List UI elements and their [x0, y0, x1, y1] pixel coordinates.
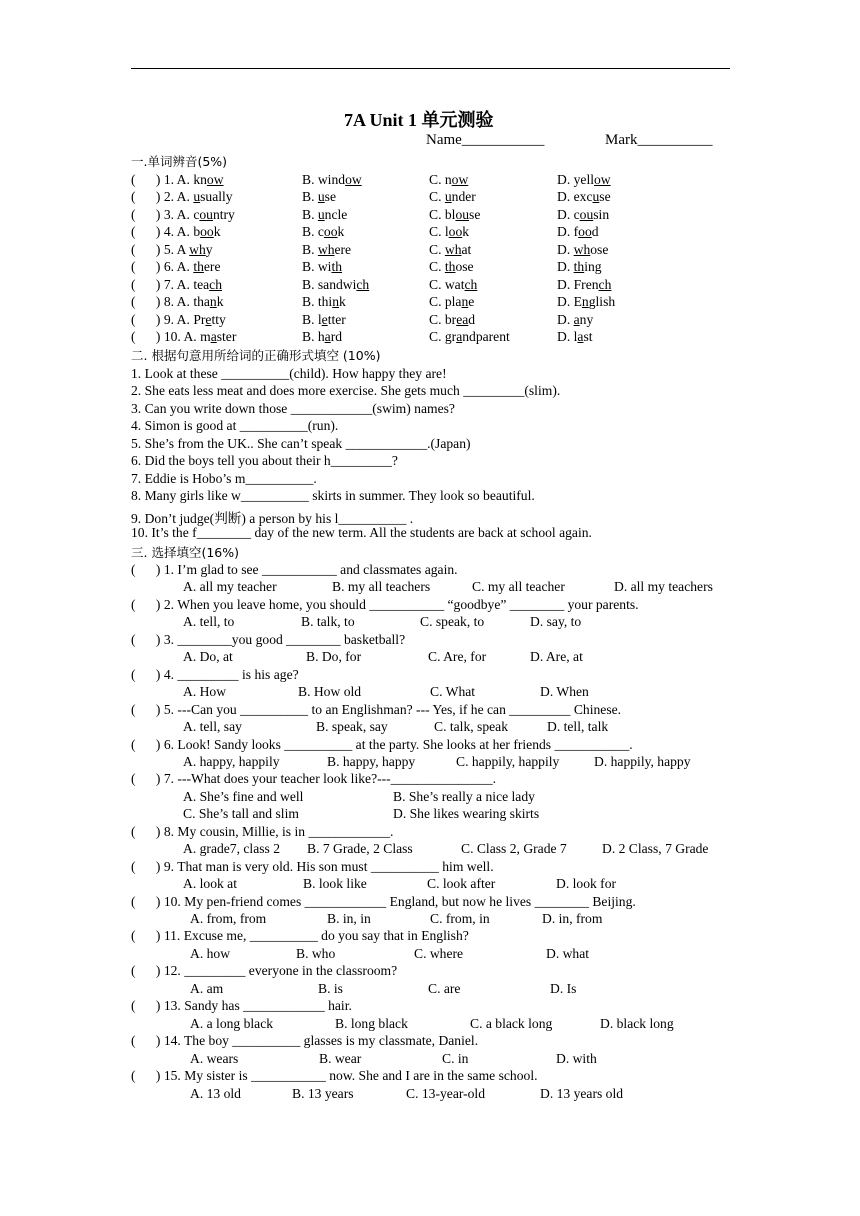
underlined-letters: th	[444, 259, 456, 275]
mc-option: D. Is	[550, 980, 577, 996]
mc-option: C. where	[414, 945, 464, 961]
underlined-letters: a	[324, 329, 331, 345]
mc-option: C. speak, to	[420, 614, 485, 630]
underlined-letters: wh	[317, 241, 335, 257]
mc-option: A. happy, happily	[183, 753, 280, 769]
word-part: C. bl	[429, 206, 456, 222]
word-part: tea	[193, 276, 210, 292]
mc-option: B. speak, say	[316, 719, 388, 735]
option-d	[557, 242, 608, 258]
mc-option: B. who	[296, 945, 336, 961]
underlined-letters: a	[456, 329, 463, 345]
mc-option: A. tell, to	[183, 614, 235, 630]
fill-in-item: 3. Can you write down those ____________(swim) names?	[131, 400, 455, 416]
section-heading-3: 三. 选择填空(16%)	[131, 545, 239, 560]
mc-question: ( ) 10. My pen-friend comes ____________ England, but now he lives ________ Beijing.	[131, 893, 636, 909]
option-a	[200, 329, 236, 344]
word-part: sually	[200, 189, 233, 205]
option-c	[429, 329, 510, 345]
underlined-letters: ou	[455, 206, 470, 222]
underlined-letters: th	[193, 259, 204, 275]
mc-option: C. She’s tall and slim	[183, 806, 299, 822]
option-b	[302, 277, 369, 293]
mc-option: A. all my teacher	[183, 579, 277, 595]
option-d	[557, 312, 593, 328]
underlined-letters: a	[573, 311, 580, 327]
question-number: ( ) 1. A. know	[131, 172, 224, 187]
option-b	[302, 207, 347, 223]
word-part: ose	[590, 241, 609, 257]
mc-option: C. What	[430, 684, 476, 700]
fill-in-item: 4. Simon is good at __________(run).	[131, 418, 339, 434]
question-number: ( ) 2. A. usually	[131, 189, 233, 205]
underlined-letters: n	[461, 294, 469, 310]
mc-option: C. talk, speak	[434, 719, 508, 735]
mc-option: A. look at	[183, 876, 237, 892]
word-part: tter	[327, 311, 346, 327]
mc-option: B. long black	[335, 1015, 408, 1031]
option-a	[189, 242, 212, 257]
word-part: C. gr	[429, 329, 457, 345]
mc-question: ( ) 9. That man is very old. His son must __________ him well.	[131, 858, 494, 874]
word-part: e	[468, 294, 475, 310]
mc-option: B. talk, to	[301, 614, 355, 630]
underlined-letters: ea	[456, 311, 469, 327]
mc-question: ( ) 7. ---What does your teacher look like?---_______________.	[131, 771, 497, 787]
mc-option: B. wear	[319, 1050, 362, 1066]
option-d	[557, 294, 615, 310]
underlined-letters: a	[210, 329, 217, 345]
mc-option: A. how	[190, 945, 231, 961]
underlined-letters: ch	[464, 276, 478, 292]
option-d	[557, 259, 602, 275]
mc-question: ( ) 15. My sister is ___________ now. She and I are in the same school.	[131, 1068, 538, 1084]
underlined-letters: wh	[444, 241, 462, 257]
word-part: C. pla	[429, 294, 462, 310]
mc-option: C. Class 2, Grade 7	[461, 841, 567, 857]
mc-option: D. When	[540, 684, 589, 700]
option-b	[302, 329, 342, 345]
underlined-letters: e	[321, 311, 328, 327]
mc-question: ( ) 1. I’m glad to see ___________ and classmates again.	[131, 562, 458, 577]
page-title: 7A Unit 1 单元测验	[344, 110, 494, 130]
word-part: B.	[302, 189, 318, 205]
word-part: B. thi	[302, 294, 333, 310]
option-a	[193, 172, 223, 187]
underlined-letters: u	[592, 189, 600, 205]
underlined-letters: n	[332, 294, 340, 310]
option-a	[193, 312, 226, 327]
underlined-letters: u	[193, 189, 201, 205]
underlined-letters: ch	[209, 276, 223, 292]
mc-option: B. is	[318, 980, 343, 996]
word-part: ny	[579, 311, 594, 327]
mc-option: C. are	[428, 980, 461, 996]
underlined-letters: wh	[189, 241, 206, 257]
question-number: ( ) 9. A. Pretty	[131, 311, 226, 327]
word-part: C.	[429, 259, 445, 275]
word-part: B. wind	[302, 172, 346, 187]
option-a	[193, 277, 222, 292]
option-b	[302, 259, 342, 275]
option-d	[557, 207, 609, 223]
option-c	[429, 172, 468, 188]
word-part: rd	[330, 329, 343, 345]
mc-option: D. black long	[600, 1015, 674, 1031]
word-part: m	[200, 329, 211, 345]
mc-option: D. 13 years old	[540, 1085, 624, 1101]
mc-option: B. look like	[303, 876, 367, 892]
mc-option: B. She’s really a nice lady	[393, 788, 535, 804]
mc-option: B. in, in	[327, 911, 371, 926]
option-c	[429, 189, 476, 205]
word-part: y	[205, 241, 213, 257]
word-part: B.	[302, 241, 318, 257]
option-d	[557, 329, 593, 345]
word-part: B. h	[302, 329, 325, 345]
underlined-letters: wh	[573, 241, 591, 257]
underlined-letters: ch	[598, 276, 612, 292]
word-part: se	[324, 189, 336, 205]
word-part: st	[583, 329, 593, 345]
section-heading-2: 二. 根据句意用所给词的正确形式填空 (10%)	[131, 348, 381, 363]
mc-option: B. 7 Grade, 2 Class	[307, 841, 413, 857]
mc-option: C. Are, for	[428, 649, 487, 665]
word-part: sin	[593, 206, 610, 222]
mc-option: C. a black long	[470, 1015, 553, 1031]
word-part: C. n	[429, 172, 452, 187]
word-part: D. exc	[557, 189, 593, 205]
word-part: nder	[451, 189, 476, 205]
word-part: ntry	[212, 206, 235, 222]
word-part: D. l	[557, 329, 578, 345]
mc-option: D. look for	[556, 876, 617, 892]
mc-option: D. 2 Class, 7 Grade	[602, 841, 709, 857]
fill-in-item: 9. Don’t judge(判断) a person by his l__________ .	[131, 510, 414, 526]
word-part: d	[468, 311, 476, 327]
mc-option: D. with	[556, 1050, 597, 1066]
option-b	[302, 172, 362, 188]
question-number: ( ) 10. A. master	[131, 329, 237, 345]
question-number: ( ) 3. A. country	[131, 206, 235, 222]
word-part: C. wat	[429, 276, 465, 292]
section-heading-1: 一.单词辨音(5%)	[131, 154, 228, 169]
mc-question: ( ) 12. _________ everyone in the classroom?	[131, 963, 398, 979]
mc-option: D. She likes wearing skirts	[393, 806, 540, 822]
underlined-letters: e	[205, 311, 212, 327]
word-part: d	[591, 224, 599, 240]
word-part: B.	[302, 206, 318, 222]
mc-question: ( ) 13. Sandy has ____________ hair.	[131, 998, 352, 1014]
word-part: tty	[211, 311, 226, 327]
word-part: ncle	[324, 206, 348, 222]
mc-option: A. How	[183, 684, 227, 700]
word-part: k	[339, 294, 346, 310]
word-part: ere	[334, 241, 352, 257]
fill-in-item: 8. Many girls like w__________ skirts in summer. They look so beautiful.	[131, 488, 535, 504]
word-part: D. yell	[557, 172, 594, 187]
question-number: ( ) 6. A. there	[131, 259, 221, 275]
option-b	[302, 242, 351, 258]
word-part: D.	[557, 241, 574, 257]
word-part: glish	[588, 294, 616, 310]
underlined-letters: ow	[451, 172, 469, 187]
word-part: D. Fren	[557, 276, 599, 292]
word-part: ere	[203, 259, 221, 275]
question-number: ( ) 8. A. thank	[131, 294, 224, 310]
option-c	[429, 259, 474, 275]
mc-option: D. Are, at	[530, 649, 583, 665]
question-number: ( ) 4. A. book	[131, 224, 221, 240]
word-part: C.	[429, 189, 445, 205]
option-b	[302, 294, 346, 310]
word-part: kn	[193, 172, 207, 187]
word-part: B. c	[302, 224, 324, 240]
word-part: C. l	[429, 224, 449, 240]
mc-option: A. grade7, class 2	[183, 841, 281, 857]
question-number: ( ) 5. A why	[131, 241, 213, 257]
mc-option: D. tell, talk	[547, 719, 609, 735]
word-part: tha	[193, 294, 210, 310]
mc-option: C. from, in	[430, 911, 490, 926]
word-part: ose	[455, 259, 474, 275]
mc-option: A. am	[190, 980, 224, 996]
option-d	[557, 189, 611, 205]
mc-question: ( ) 4. _________ is his age?	[131, 666, 299, 682]
mc-option: A. tell, say	[183, 719, 242, 735]
mc-option: A. a long black	[190, 1015, 274, 1031]
option-d	[557, 172, 611, 188]
word-part: B. wi	[302, 259, 332, 275]
word-part: c	[193, 206, 200, 222]
mc-option: B. happy, happy	[327, 753, 416, 769]
underlined-letters: u	[444, 189, 452, 205]
word-part: Pr	[193, 311, 206, 327]
mc-option: C. in	[442, 1050, 469, 1066]
underlined-letters: ow	[206, 172, 224, 187]
fill-in-item: 7. Eddie is Hobo’s m__________.	[131, 470, 317, 486]
word-part: ster	[216, 329, 237, 345]
word-part: ing	[584, 259, 602, 275]
underlined-letters: u	[317, 206, 325, 222]
word-part: D.	[557, 259, 574, 275]
option-c	[429, 242, 471, 258]
underlined-letters: oo	[578, 224, 592, 240]
option-b	[302, 312, 346, 328]
underlined-letters: ou	[199, 206, 213, 222]
underlined-letters: u	[317, 189, 325, 205]
mc-option: C. happily, happily	[456, 753, 560, 769]
underlined-letters: n	[581, 294, 589, 310]
word-part: k	[216, 294, 224, 310]
fill-in-item: 10. It’s the f________ day of the new term. All the students are back at school again.	[131, 525, 592, 541]
word-part: k	[337, 224, 345, 240]
option-c	[429, 312, 475, 328]
option-c	[429, 277, 477, 293]
mc-question: ( ) 3. ________you good ________ basketball?	[131, 631, 406, 647]
mc-question: ( ) 11. Excuse me, __________ do you say that in English?	[131, 928, 469, 944]
mc-option: A. 13 old	[190, 1085, 241, 1101]
mc-option: B. 13 years	[292, 1085, 354, 1101]
mc-question: ( ) 6. Look! Sandy looks __________ at the party. She looks at her friends ___________.	[131, 736, 633, 752]
option-d	[557, 277, 611, 293]
mark-field: Mark__________	[605, 132, 713, 148]
mc-option: D. say, to	[530, 614, 582, 630]
underlined-letters: a	[577, 329, 584, 345]
underlined-letters: ch	[356, 276, 370, 292]
option-a	[193, 259, 220, 274]
underlined-letters: ow	[594, 172, 611, 187]
underlined-letters: th	[573, 259, 585, 275]
mc-option: D. happily, happy	[594, 753, 691, 769]
word-part: D. f	[557, 224, 579, 240]
header-rule	[131, 68, 730, 69]
option-b	[302, 224, 344, 240]
mc-option: A. from, from	[190, 911, 267, 926]
word-part: B. sandwi	[302, 276, 357, 292]
mc-option: D. in, from	[542, 911, 603, 926]
option-a	[193, 189, 232, 204]
mc-option: C. my all teacher	[472, 579, 565, 595]
mc-question: ( ) 2. When you leave home, you should ___________ “goodbye” ________ your parents.	[131, 596, 639, 612]
mc-option: A. She’s fine and well	[183, 788, 304, 804]
mc-option: B. How old	[298, 684, 362, 700]
mc-option: B. my all teachers	[332, 579, 431, 595]
word-part: C.	[429, 241, 445, 257]
mc-option: B. Do, for	[306, 649, 362, 665]
mc-option: C. 13-year-old	[406, 1085, 486, 1101]
name-field: Name___________	[426, 132, 545, 148]
underlined-letters: oo	[323, 224, 338, 240]
mc-question: ( ) 8. My cousin, Millie, is in ____________.	[131, 823, 394, 839]
underlined-letters: oo	[200, 224, 214, 240]
word-part: ndparent	[462, 329, 510, 345]
word-part: se	[469, 206, 481, 222]
word-part: k	[462, 224, 470, 240]
fill-in-item: 5. She’s from the UK.. She can’t speak ____________.(Japan)	[131, 435, 471, 451]
word-part: b	[193, 224, 201, 240]
word-part: C. br	[429, 311, 457, 327]
option-d	[557, 224, 599, 240]
fill-in-item: 1. Look at these __________(child). How happy they are!	[131, 366, 447, 381]
fill-in-item: 6. Did the boys tell you about their h_________?	[131, 453, 398, 469]
word-part: D. c	[557, 206, 580, 222]
underlined-letters: ow	[345, 172, 362, 187]
option-a	[193, 207, 235, 222]
word-part: se	[599, 189, 611, 205]
option-c	[429, 294, 474, 310]
mc-option: C. look after	[427, 876, 496, 892]
option-c	[429, 207, 480, 223]
underlined-letters: th	[331, 259, 343, 275]
mc-question: ( ) 5. ---Can you __________ to an Englishman? --- Yes, if he can _________ Chinese.	[131, 701, 622, 717]
option-c	[429, 224, 469, 240]
mc-option: A. Do, at	[183, 649, 233, 665]
underlined-letters: ou	[579, 206, 594, 222]
option-b	[302, 189, 336, 205]
mc-option: A. wears	[190, 1050, 239, 1066]
word-part: at	[461, 241, 472, 257]
option-a	[193, 224, 220, 239]
question-number: ( ) 7. A. teach	[131, 276, 223, 292]
underlined-letters: oo	[448, 224, 463, 240]
underlined-letters: n	[209, 294, 217, 310]
fill-in-item: 2. She eats less meat and does more exercise. She gets much _________(slim).	[131, 383, 561, 399]
option-a	[193, 294, 223, 309]
mc-option: D. what	[546, 945, 590, 961]
word-part: k	[213, 224, 221, 240]
word-part: B. l	[302, 311, 322, 327]
word-part: D.	[557, 311, 574, 327]
mc-question: ( ) 14. The boy __________ glasses is my classmate, Daniel.	[131, 1033, 479, 1049]
word-part: D. E	[557, 294, 582, 310]
mc-option: D. all my teachers	[614, 579, 713, 595]
